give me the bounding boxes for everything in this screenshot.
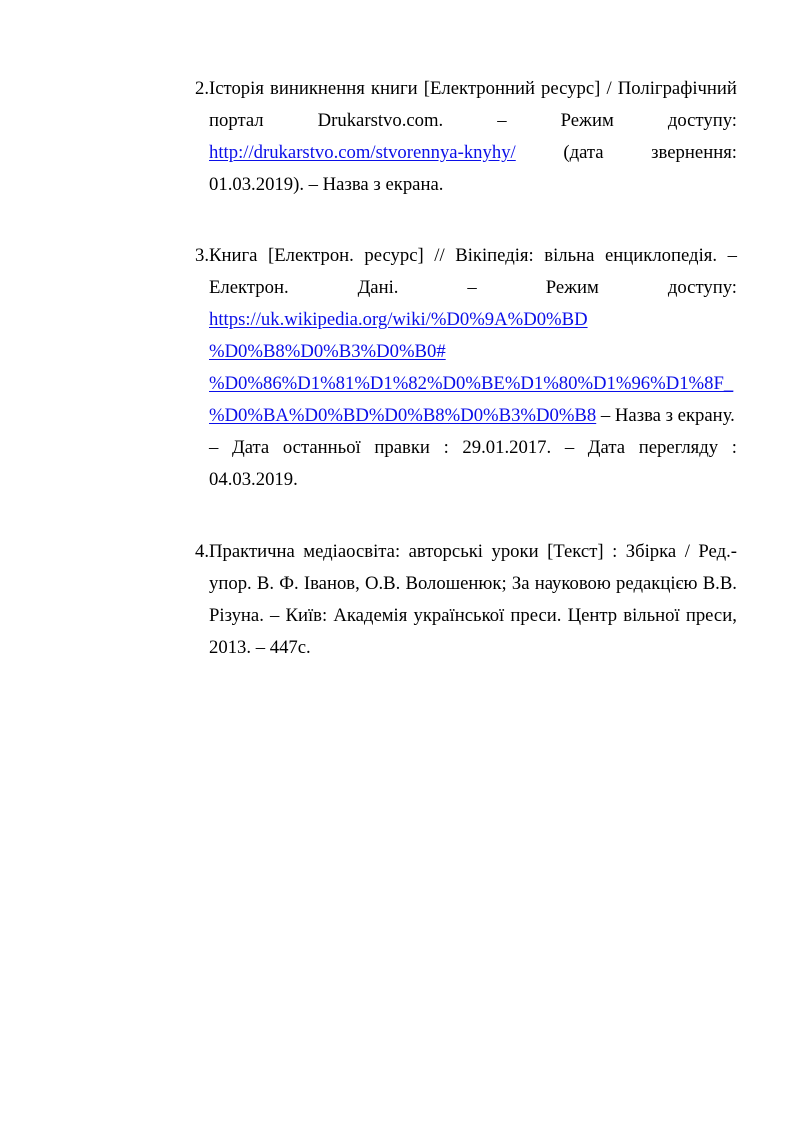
word: Волошенюк;	[405, 573, 507, 594]
word: Режим	[545, 277, 599, 298]
word: :	[612, 541, 618, 562]
word: української	[413, 605, 505, 626]
reference-number: 4.	[194, 541, 209, 562]
reference-line	[209, 105, 737, 137]
word: (дата	[563, 142, 604, 163]
word: Режим	[560, 110, 614, 131]
reference-line	[209, 400, 737, 432]
reference-line	[209, 536, 737, 568]
reference-text	[209, 73, 737, 201]
word: –	[270, 605, 280, 626]
word: редакцією	[616, 573, 698, 594]
reference-line	[209, 568, 737, 600]
word: портал	[209, 110, 264, 131]
word: За	[511, 573, 530, 594]
word: Дата	[231, 437, 270, 458]
word: [Електрон.	[267, 245, 354, 266]
word: //	[434, 245, 445, 266]
word: Drukarstvo.com.	[317, 110, 444, 131]
word: останньої	[282, 437, 361, 458]
word: :	[731, 437, 737, 458]
word: вільна	[544, 245, 595, 266]
reference-line: 04.03.2019.	[209, 469, 298, 490]
word: Дані.	[357, 277, 399, 298]
word: [Текст]	[547, 541, 604, 562]
word: Центр	[567, 605, 618, 626]
word: Історія	[209, 78, 264, 99]
word: доступу:	[667, 277, 737, 298]
reference-line	[209, 73, 737, 105]
reference-url-link-part[interactable]: %D0%BA%D0%BD%D0%B8%D0%B3%D0%B8	[209, 405, 597, 426]
word: ресурс]	[541, 78, 601, 99]
word: перегляду	[638, 437, 719, 458]
word: –	[727, 245, 737, 266]
word: В.	[256, 573, 275, 594]
word: Київ:	[285, 605, 328, 626]
reference-line	[209, 600, 737, 632]
word: Академія	[333, 605, 408, 626]
reference-line	[209, 336, 737, 368]
word: правки	[374, 437, 430, 458]
reference-url-link-part[interactable]: %D0%86%D1%81%D1%82%D0%BE%D1%80%D1%96%D1%8F_	[209, 373, 734, 394]
reference-line	[209, 272, 737, 304]
word: Ред.-	[698, 541, 737, 562]
word: звернення:	[651, 142, 737, 163]
word: авторські	[408, 541, 483, 562]
reference-line	[209, 240, 737, 272]
word: Книга	[209, 245, 258, 266]
word: преси.	[510, 605, 562, 626]
reference-line	[209, 137, 737, 169]
word: В.В.	[702, 573, 737, 594]
reference-text	[209, 240, 737, 496]
reference-number: 2.	[194, 78, 209, 99]
word: ресурс]	[364, 245, 424, 266]
word: –	[209, 437, 219, 458]
word: /	[684, 541, 690, 562]
reference-number: 3.	[194, 245, 209, 266]
reference-line	[209, 368, 737, 400]
word: науковою	[534, 573, 611, 594]
word: вільної	[623, 605, 680, 626]
word: /	[606, 78, 612, 99]
word: [Електронний	[423, 78, 535, 99]
word: :	[443, 437, 449, 458]
reference-url-link-part[interactable]: https://uk.wikipedia.org/wiki/%D0%9A%D0%BD	[209, 309, 588, 330]
reference-line: 2013. – 447с.	[209, 637, 311, 658]
word: –	[497, 110, 507, 131]
reference-text	[209, 536, 737, 664]
word: Поліграфічний	[617, 78, 737, 99]
word: Вікіпедія:	[455, 245, 534, 266]
word: упор.	[209, 573, 252, 594]
reference-line: 01.03.2019). – Назва з екрана.	[209, 174, 444, 195]
word: преси,	[685, 605, 737, 626]
reference-note: – Назва з екрану.	[596, 405, 735, 426]
word: Практична	[209, 541, 295, 562]
word: книги	[370, 78, 418, 99]
word: 29.01.2017.	[462, 437, 552, 458]
reference-url-link[interactable]: http://drukarstvo.com/stvorennya-knyhy/	[209, 142, 516, 163]
word: –	[564, 437, 575, 458]
reference-line	[209, 304, 737, 336]
word: доступу:	[667, 110, 737, 131]
word: Іванов,	[303, 573, 360, 594]
reference-url-link-part[interactable]: %D0%B8%D0%B3%D0%B0#	[209, 341, 446, 362]
word: Електрон.	[209, 277, 289, 298]
word: уроки	[491, 541, 539, 562]
word: енциклопедія.	[604, 245, 718, 266]
word: Ф.	[279, 573, 299, 594]
reference-line	[209, 432, 737, 464]
word: медіаосвіта:	[303, 541, 401, 562]
word: Дата	[587, 437, 626, 458]
word: О.В.	[364, 573, 401, 594]
word: Збірка	[625, 541, 677, 562]
word: –	[467, 277, 477, 298]
word: виникнення	[270, 78, 365, 99]
word: Різуна.	[209, 605, 264, 626]
